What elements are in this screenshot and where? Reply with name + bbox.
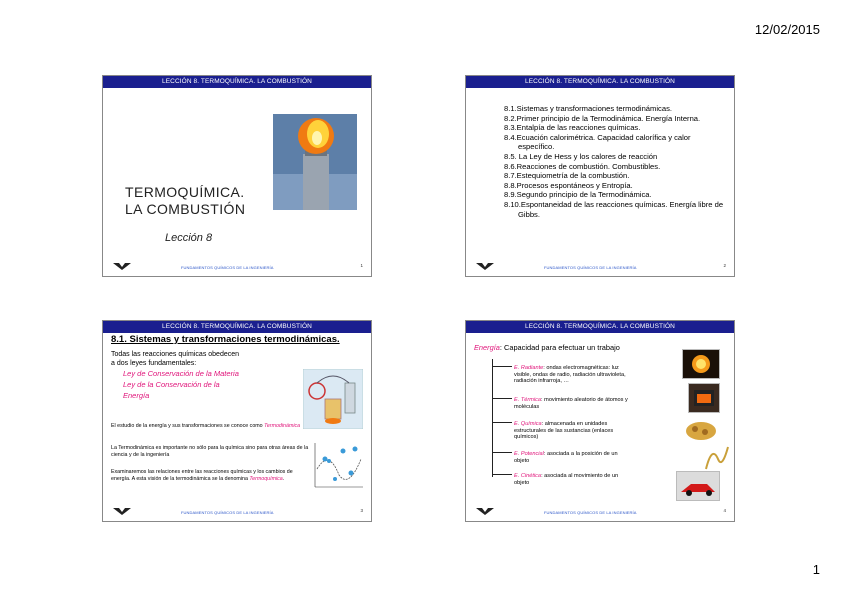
slide-footer [466,504,734,516]
paragraph-3-end: . [282,475,285,482]
slide-footer [103,259,371,271]
item-text: : ondas electromagnéticas: luz visible, ondas de radio, radiación ultravioleta, radiación infrarroja, … [514,365,626,385]
slide-header: LECCIÓN 8. TERMOQUÍMICA. LA COMBUSTIÓN [466,321,734,333]
sun-image [682,349,720,379]
footer-text: FUNDAMENTOS QUÍMICOS DE LA INGENIERÍA [544,510,637,515]
energy-item-kinetic [492,473,652,486]
slide-number: 4 [723,508,726,513]
stove-image [688,383,720,413]
toc-item: 8.9.Segundo principio de la Termodinámica. [504,190,652,200]
item-label: E. Radiante [514,365,544,371]
energy-text: : Capacidad para efectuar un trabajo [499,343,620,352]
intro-text: Todas las reacciones químicas obedecen a dos leyes fundamentales: [111,351,240,367]
energy-item-radiant [492,365,652,385]
university-logo-icon [111,506,133,516]
termodinamica-term: Termodinámica [264,423,301,429]
section-title: 8.1. Sistemas y transformaciones termodinámicas. [111,334,340,345]
title-line-2: LA COMBUSTIÓN [125,201,246,217]
item-text: : asociada al movimiento de un objeto [514,473,619,486]
molecule-plot-image [311,439,365,491]
energy-item-potential [492,451,652,464]
toc-item: 8.10.Espontaneidad de las reacciones químicas. Energía libre de Gibbs. [504,199,724,219]
energy-definition [474,343,620,352]
slide-footer [103,504,371,516]
toc-item: 8.2.Primer principio de la Termodinámica. Energía Interna. [504,113,701,123]
race-car-image [676,471,720,501]
law-2: Ley de la Conservación de la Energía [123,380,220,400]
lab-apparatus-image [303,369,363,429]
flame-stack-image [273,114,357,210]
slide-3[interactable] [102,320,372,522]
toc-item: 8.4.Ecuación calorimétrica. Capacidad calorífica y calor específico. [504,132,691,152]
slide-header: LECCIÓN 8. TERMOQUÍMICA. LA COMBUSTIÓN [103,76,371,88]
toc-item: 8.1.Sistemas y transformaciones termodinámicas. [504,104,672,113]
paragraph-2: La Termodinámica es importante no sólo para la química sino para otras áreas de la ciencia y de la ingeniería [111,445,309,458]
slide-number: 3 [360,508,363,513]
termoquimica-term: Termoquímica [249,475,283,482]
toc-item: 8.3.Entalpía de las reacciones químicas. [504,123,641,133]
law-1: Ley de Conservación de la Materia [123,369,239,378]
item-text: : movimiento aleatorio de átomos y moléculas [514,397,628,410]
slide-number: 2 [723,263,726,268]
slide-header: LECCIÓN 8. TERMOQUÍMICA. LA COMBUSTIÓN [466,76,734,88]
energy-label: Energía [474,343,500,352]
paragraph-3-text: Examinaremos las relaciones entre las reacciones químicas y los cambios de energía. A esta visión de la termodinámica se la denomina [111,469,293,482]
slide-body [111,350,243,401]
item-label: E. Cinética [514,473,542,479]
title-line-1: TERMOQUÍMICA. [125,184,245,200]
footer-text: FUNDAMENTOS QUÍMICOS DE LA INGENIERÍA [181,265,274,270]
slide-number: 1 [360,263,363,268]
toc-item: 8.5. La Ley de Hess y los calores de reacción [504,151,658,161]
university-logo-icon [111,261,133,271]
toc-item: 8.6.Reacciones de combustión. Combustibles. [504,161,661,171]
slide-1[interactable] [102,75,372,277]
item-text: : almacenada en unidades estructurales de las sustancias (enlaces químicos) [514,421,614,441]
university-logo-icon [474,506,496,516]
footer-text: FUNDAMENTOS QUÍMICOS DE LA INGENIERÍA [544,265,637,270]
slide-footer [466,259,734,271]
item-text: : asociada a la posición de un objeto [514,451,618,464]
item-label: E. Potencial [514,451,544,457]
table-of-contents [504,104,726,219]
energy-item-chemical [492,421,652,441]
roller-coaster-image [704,441,730,471]
slide-header: LECCIÓN 8. TERMOQUÍMICA. LA COMBUSTIÓN [103,321,371,333]
university-logo-icon [474,261,496,271]
item-label: E. Química [514,421,542,427]
food-image [684,419,718,441]
page-number: 1 [812,562,820,577]
toc-item: 8.8.Procesos espontáneos y Entropía. [504,180,633,190]
paragraph-1 [111,423,311,430]
item-label: E. Térmica [514,397,542,403]
slide-4[interactable] [465,320,735,522]
slide-subtitle: Lección 8 [165,232,213,244]
slide-2[interactable] [465,75,735,277]
toc-item: 8.7.Estequiometría de la combustión. [504,171,630,181]
footer-text: FUNDAMENTOS QUÍMICOS DE LA INGENIERÍA [181,510,274,515]
paragraph-3 [111,469,311,482]
energy-item-thermal [492,397,652,410]
slide-title [125,184,245,218]
print-date: 12/02/2015 [754,22,820,37]
paragraph-1-text: El estudio de la energía y sus transformaciones se conoce como [111,423,265,429]
